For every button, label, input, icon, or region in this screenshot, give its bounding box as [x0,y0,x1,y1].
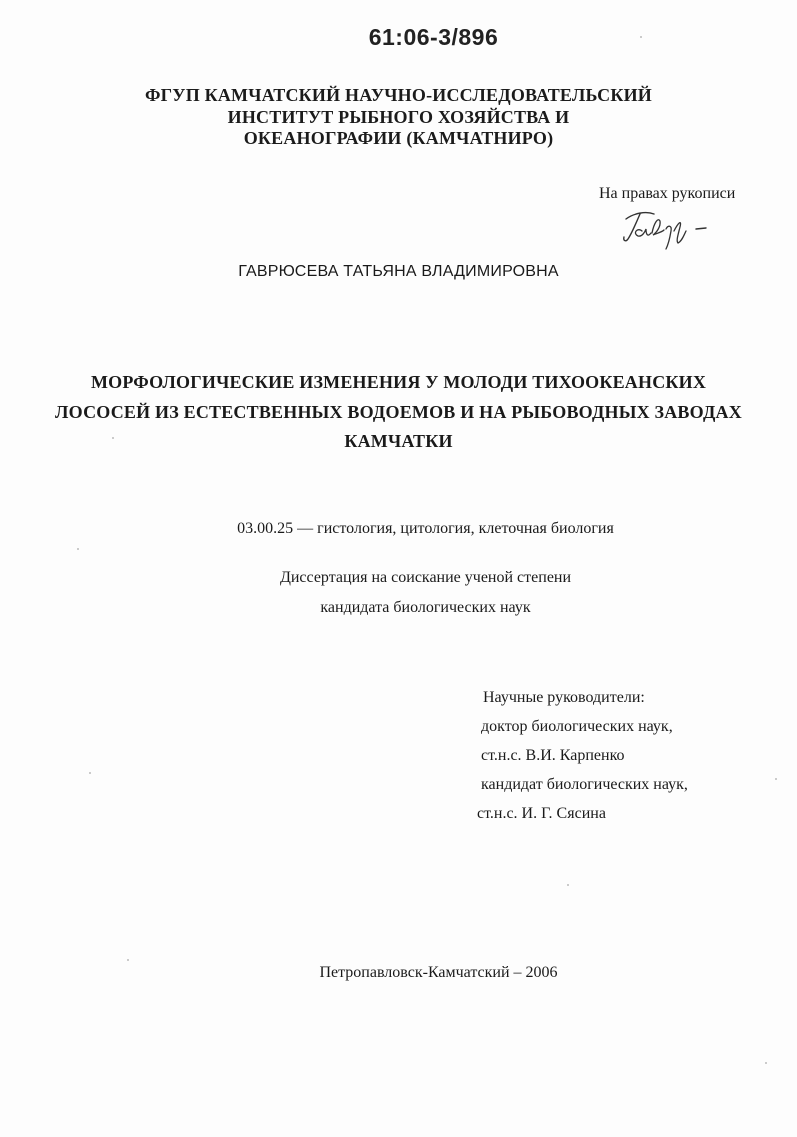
supervisors-heading: Научные руководители: [483,689,645,706]
supervisor-line: кандидат биологических наук, [481,776,688,793]
archive-code-stamp: 61:06-3/896 [368,24,499,50]
scan-speck [127,959,129,961]
scan-speck [640,36,642,38]
scan-speck [775,778,777,780]
supervisor-line: ст.н.с. В.И. Карпенко [481,747,625,764]
manuscript-rights-note: На правах рукописи [599,185,736,202]
dissertation-line-1: Диссертация на соискание ученой степени [279,569,572,586]
scan-speck [567,884,569,886]
scan-speck [77,548,79,550]
city-and-year: Петропавловск-Камчатский – 2006 [319,964,558,981]
dissertation-line-2: кандидата биологических наук [320,599,531,616]
supervisor-line: доктор биологических наук, [481,718,673,735]
specialty-code: 03.00.25 — гистология, цитология, клеточная биология [237,520,614,537]
organization-line-2: ИНСТИТУТ РЫБНОГО ХОЗЯЙСТВА И [227,107,570,127]
thesis-title-line-2: ЛОСОСЕЙ ИЗ ЕСТЕСТВЕННЫХ ВОДОЕМОВ И НА РЫБОВОДНЫХ ЗАВОДАХ [55,402,742,422]
scan-speck [89,772,91,774]
thesis-title-line-3: КАМЧАТКИ [344,431,453,451]
scan-speck [765,1062,767,1064]
handwritten-signature [620,205,720,251]
scan-speck [112,437,114,439]
author-name: ГАВРЮСЕВА ТАТЬЯНА ВЛАДИМИРОВНА [238,263,559,280]
thesis-title-line-1: МОРФОЛОГИЧЕСКИЕ ИЗМЕНЕНИЯ У МОЛОДИ ТИХООКЕАНСКИХ [90,372,707,392]
organization-line-3: ОКЕАНОГРАФИИ (КАМЧАТНИРО) [243,128,554,148]
supervisor-line: ст.н.с. И. Г. Сясина [477,805,606,822]
organization-line-1: ФГУП КАМЧАТСКИЙ НАУЧНО-ИССЛЕДОВАТЕЛЬСКИЙ [144,85,653,105]
